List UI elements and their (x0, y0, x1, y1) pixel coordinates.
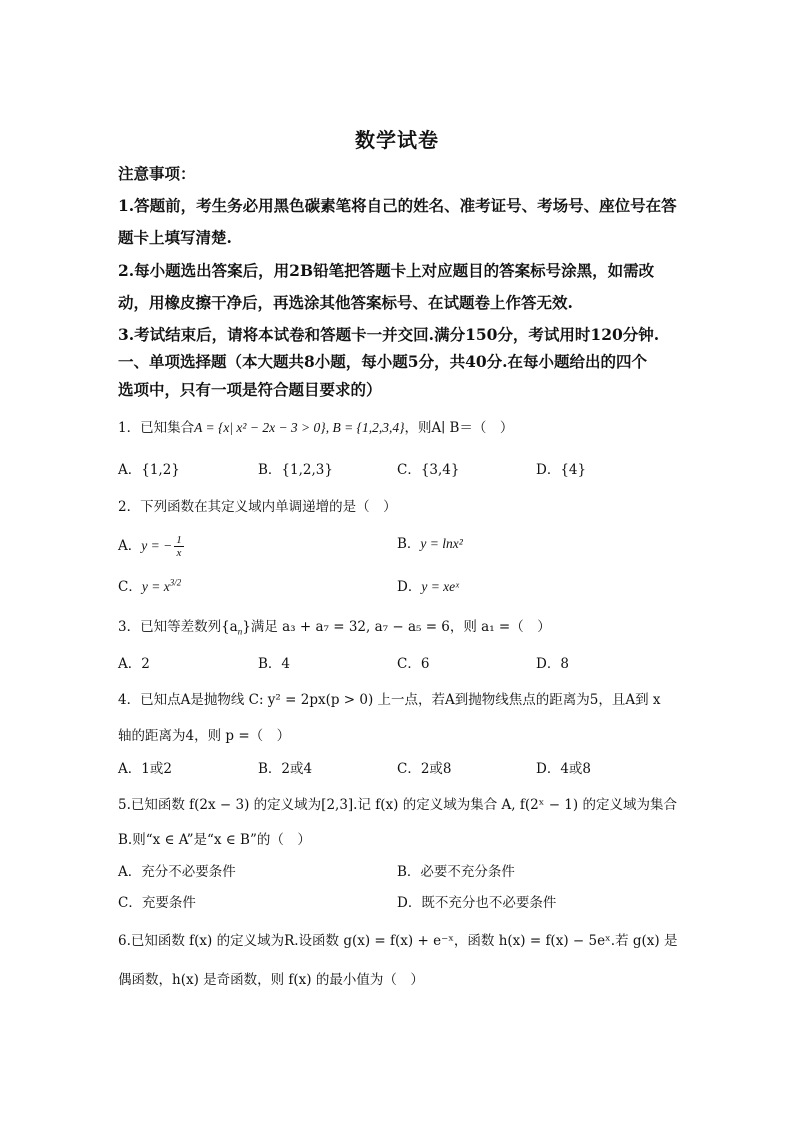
question-4-option-b: B．2或4 (258, 761, 313, 777)
question-5-option-b: B．必要不充分条件 (397, 864, 515, 880)
question-5-stem-line-2: B.则“x ∈ A”是“x ∈ B”的（ ） (118, 832, 311, 848)
question-1-suffix: ，则A∣ B＝（ ） (404, 420, 514, 436)
question-5-option-a: A．充分不必要条件 (118, 864, 236, 880)
question-3-body: }满足 a₃ + a₇ = 32, a₇ − a₅ = 6，则 a₁ =（ ） (242, 619, 551, 635)
question-3-option-b: B．4 (258, 656, 291, 672)
question-2-option-a (118, 534, 186, 559)
question-4-option-d: D．4或8 (536, 761, 592, 777)
question-3-option-d: D．8 (536, 656, 569, 672)
question-2-option-b (397, 534, 463, 554)
notice-item-3: 3.考试结束后，请将本试卷和答题卡一并交回.满分150分，考试用时120分钟. (118, 325, 660, 344)
page-title: 数学试卷 (355, 128, 439, 152)
fraction-numerator: 1 (176, 534, 182, 546)
option-b-formula: y = lnx² (420, 536, 463, 551)
option-d-label: D． (397, 579, 422, 595)
notice-item-1-line-1: 1.答题前，考生务必用黑色碳素笔将自己的姓名、准考证号、考场号、座位号在答 (118, 196, 677, 215)
option-d-formula: y = xeˣ (421, 579, 459, 594)
question-1-stem (118, 418, 678, 438)
question-2-option-d (397, 577, 459, 597)
question-4-option-a: A．1或2 (118, 761, 172, 777)
question-6-stem-line-1: 6.已知函数 f(x) 的定义域为R.设函数 g(x) = f(x) + e⁻ˣ，函数 h(x) = f(x) − 5eˣ.若 g(x) 是 (118, 933, 678, 949)
question-5-option-c: C．充要条件 (118, 895, 196, 911)
question-3-prefix: 3．已知等差数列{a (118, 619, 238, 635)
notice-item-2-line-2: 动，用橡皮擦干净后，再选涂其他答案标号、在试题卷上作答无效. (118, 293, 573, 312)
question-4-stem-line-1: 4．已知点A是抛物线 C: y² = 2px(p > 0) 上一点，若A到抛物线焦点的距离为5，且A到 x (118, 692, 661, 708)
question-6-stem-line-2: 偶函数，h(x) 是奇函数，则 f(x) 的最小值为（ ） (118, 972, 424, 988)
question-1-option-d: D．{4} (536, 462, 587, 478)
option-c-formula: y = x (141, 579, 170, 594)
option-a-formula: y = − (141, 538, 173, 553)
section-heading-line-2: 选项中，只有一项是符合题目要求的） (118, 380, 382, 399)
question-2-option-c (118, 577, 181, 597)
question-1-option-a: A．{1,2} (118, 462, 180, 478)
option-c-exponent: 3/2 (169, 577, 182, 588)
notice-item-1-line-2: 题卡上填写清楚. (118, 228, 232, 247)
question-1-option-b: B．{1,2,3} (258, 462, 333, 478)
fraction-denominator: x (176, 547, 182, 559)
question-5-stem-line-1: 5.已知函数 f(2x − 3) 的定义域为[2,3].记 f(x) 的定义域为集合 A, f(2ˣ − 1) 的定义域为集合 (118, 797, 677, 813)
question-3-stem (118, 617, 678, 637)
question-4-stem-line-2: 轴的距离为4，则 p =（ ） (118, 728, 291, 744)
question-3-option-a: A．2 (118, 656, 150, 672)
option-b-label: B． (397, 536, 421, 552)
question-4-option-c: C．2或8 (397, 761, 452, 777)
question-2-stem: 2．下列函数在其定义域内单调递增的是（ ） (118, 499, 397, 515)
notice-item-2-line-1: 2.每小题选出答案后，用2B铅笔把答题卡上对应题目的答案标号涂黑，如需改 (118, 261, 655, 280)
notice-heading: 注意事项： (118, 164, 196, 183)
section-heading-line-1: 一、单项选择题（本大题共8小题，每小题5分，共40分.在每小题给出的四个 (118, 352, 648, 371)
option-a-label: A． (118, 538, 142, 554)
fraction (174, 534, 184, 559)
question-3-option-c: C．6 (397, 656, 430, 672)
question-1-prefix: 1．已知集合 (118, 420, 195, 436)
option-c-label: C． (118, 579, 142, 595)
subscript-n: n (237, 626, 243, 637)
question-1-option-c: C．{3,4} (397, 462, 460, 478)
question-1-sets: A = {x| x² − 2x − 3 > 0}, B = {1,2,3,4} (194, 420, 405, 435)
question-5-option-d: D．既不充分也不必要条件 (397, 895, 557, 911)
